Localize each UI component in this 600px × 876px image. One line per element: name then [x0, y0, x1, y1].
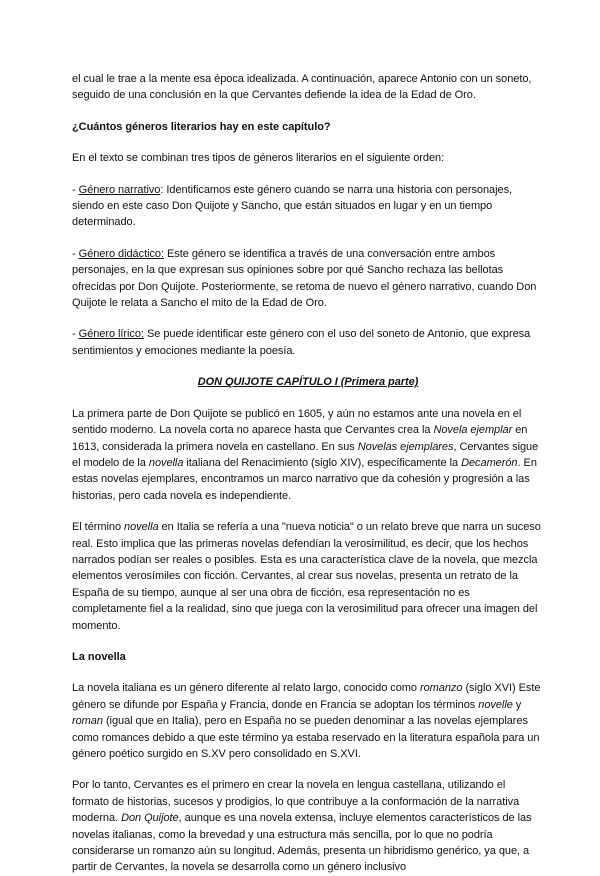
- paragraph-novela-italiana: [72, 680, 544, 762]
- paragraph-cervantes-primero: [72, 777, 544, 875]
- text-run: , aunque es una novela extensa, incluye elementos característicos de las novelas italianas, como la brevedad y una estructura más sencilla, por lo que no podría considerarse un romanzo aún su longitud. Además, presenta un hibridismo genérico, ya que, a partir de Cervantes, la novela se desarrolla como un género inclusivo: [72, 812, 532, 874]
- text-run: El término: [72, 521, 125, 534]
- italic-term-novella: novella: [148, 456, 184, 469]
- genres-intro: En el texto se combinan tres tipos de géneros literarios en el siguiente orden:: [72, 152, 445, 165]
- italic-title-novela-ejemplar: Novela ejemplar: [433, 424, 513, 437]
- text-run: La primera parte de Don Quijote se publicó en 1605, y aún no estamos ante una novela en el sentido moderno. La novela corta no aparece hasta que Cervantes crea la: [72, 407, 522, 437]
- genre-label-narrativo: Género narrativo: [78, 183, 161, 196]
- italic-term-novelle: novelle: [478, 698, 513, 711]
- text-run: y: [512, 698, 522, 711]
- text-run: italiana del Renacimiento (siglo XIV), específicamente la: [183, 456, 462, 469]
- genre-dash: -: [72, 328, 79, 341]
- text-run: en Italia se refería a una "nueva noticia" o un relato breve que narra un suceso real. Esto implica que las primeras novelas defendían la verosimilitud, es decir, que los hechos narrados podían ser reales o posibles. Esta es una característica clave de la novela, que mezcla elementos verosímiles con ficción. Cervantes, al crear sus novelas, presenta un retrato de la España de su tiempo, aunque al ser una obra de ficción, esa representación no es completamente fiel a la realidad, sino que juega con la verosimilitud para ofrecer una imagen del momento.: [72, 521, 541, 632]
- genre-text-didactico: Este género se identifica a través de una conversación entre ambos personajes, en la que expresan sus opiniones sobre por qué Sancho rechaza las bellotas ofrecidas por Don Quijote. Posteriormente, se retoma de nuevo el género narrativo, cuando Don Quijote le relata a Sancho el mito de la Edad de Oro.: [72, 247, 537, 310]
- section-title: DON QUIJOTE CAPÍTULO I (Primera parte): [197, 376, 419, 389]
- text-run: (siglo XVI) Este género se difunde por España y Francia, donde en Francia se adoptan los términos: [72, 682, 541, 711]
- question-heading: ¿Cuántos géneros literarios hay en este capítulo?: [72, 120, 331, 133]
- text-run: , Cervantes sigue el modelo de la: [72, 440, 539, 469]
- genre-label-didactico: Género didáctico:: [78, 247, 164, 260]
- genre-label-lirico: Género lírico:: [78, 328, 144, 341]
- genre-item-lirico: [72, 326, 544, 359]
- genre-dash: -: [72, 247, 79, 260]
- genre-dash: -: [72, 183, 79, 196]
- italic-term-novella: novella: [124, 521, 159, 534]
- italic-title-decameron: Decamerón: [461, 456, 518, 469]
- text-run: . En estas novelas ejemplares, encontramos un marco narrativo que da cohesión y progresión a las historias, pero cada novela es independiente.: [72, 456, 537, 502]
- heading-la-novella: La novella: [72, 650, 126, 663]
- genre-item-narrativo: [72, 182, 544, 231]
- text-run: (igual que en Italia), pero en España no se pueden denominar a las novelas ejemplares como romances debido a que este término ya estaba reservado en la literatura española para un género poético surgido en S.XV pero consolidado en S.XVI.: [72, 715, 540, 760]
- italic-term-romanzo: romanzo: [419, 682, 463, 695]
- paragraph-termino-novella: [72, 519, 544, 634]
- text-run: Por lo tanto, Cervantes es el primero en crear la novela en lengua castellana, utilizando el formato de historias, sucesos y prodigios, lo que contribuye a la conformación de la narrativa moderna.: [72, 779, 520, 825]
- italic-title-don-quijote: Don Quijote: [121, 812, 179, 825]
- text-run: en 1613, considerada la primera novela en castellano. En sus: [72, 424, 528, 453]
- paragraph-edad-de-oro-conclusion: el cual le trae a la mente esa época idealizada. A continuación, aparece Antonio con un soneto, seguido de una conclusión en la que Cervantes defiende la idea de la Edad de Oro.: [72, 73, 532, 102]
- genre-item-didactico: [72, 246, 544, 312]
- italic-title-novelas-ejemplares: Novelas ejemplares: [357, 440, 454, 453]
- text-run: La novela italiana es un género diferente al relato largo, conocido como: [72, 682, 420, 695]
- italic-term-roman: roman: [72, 715, 103, 728]
- genre-text-lirico: Se puede identificar este género con el uso del soneto de Antonio, que expresa sentimientos y emociones mediante la poesía.: [72, 328, 531, 357]
- genre-text-narrativo: : Identificamos este género cuando se narra una historia con personajes, siendo en este caso Don Quijote y Sancho, que están situados en lugar y en un tiempo determinado.: [72, 183, 513, 229]
- paragraph-primera-parte: [72, 406, 544, 504]
